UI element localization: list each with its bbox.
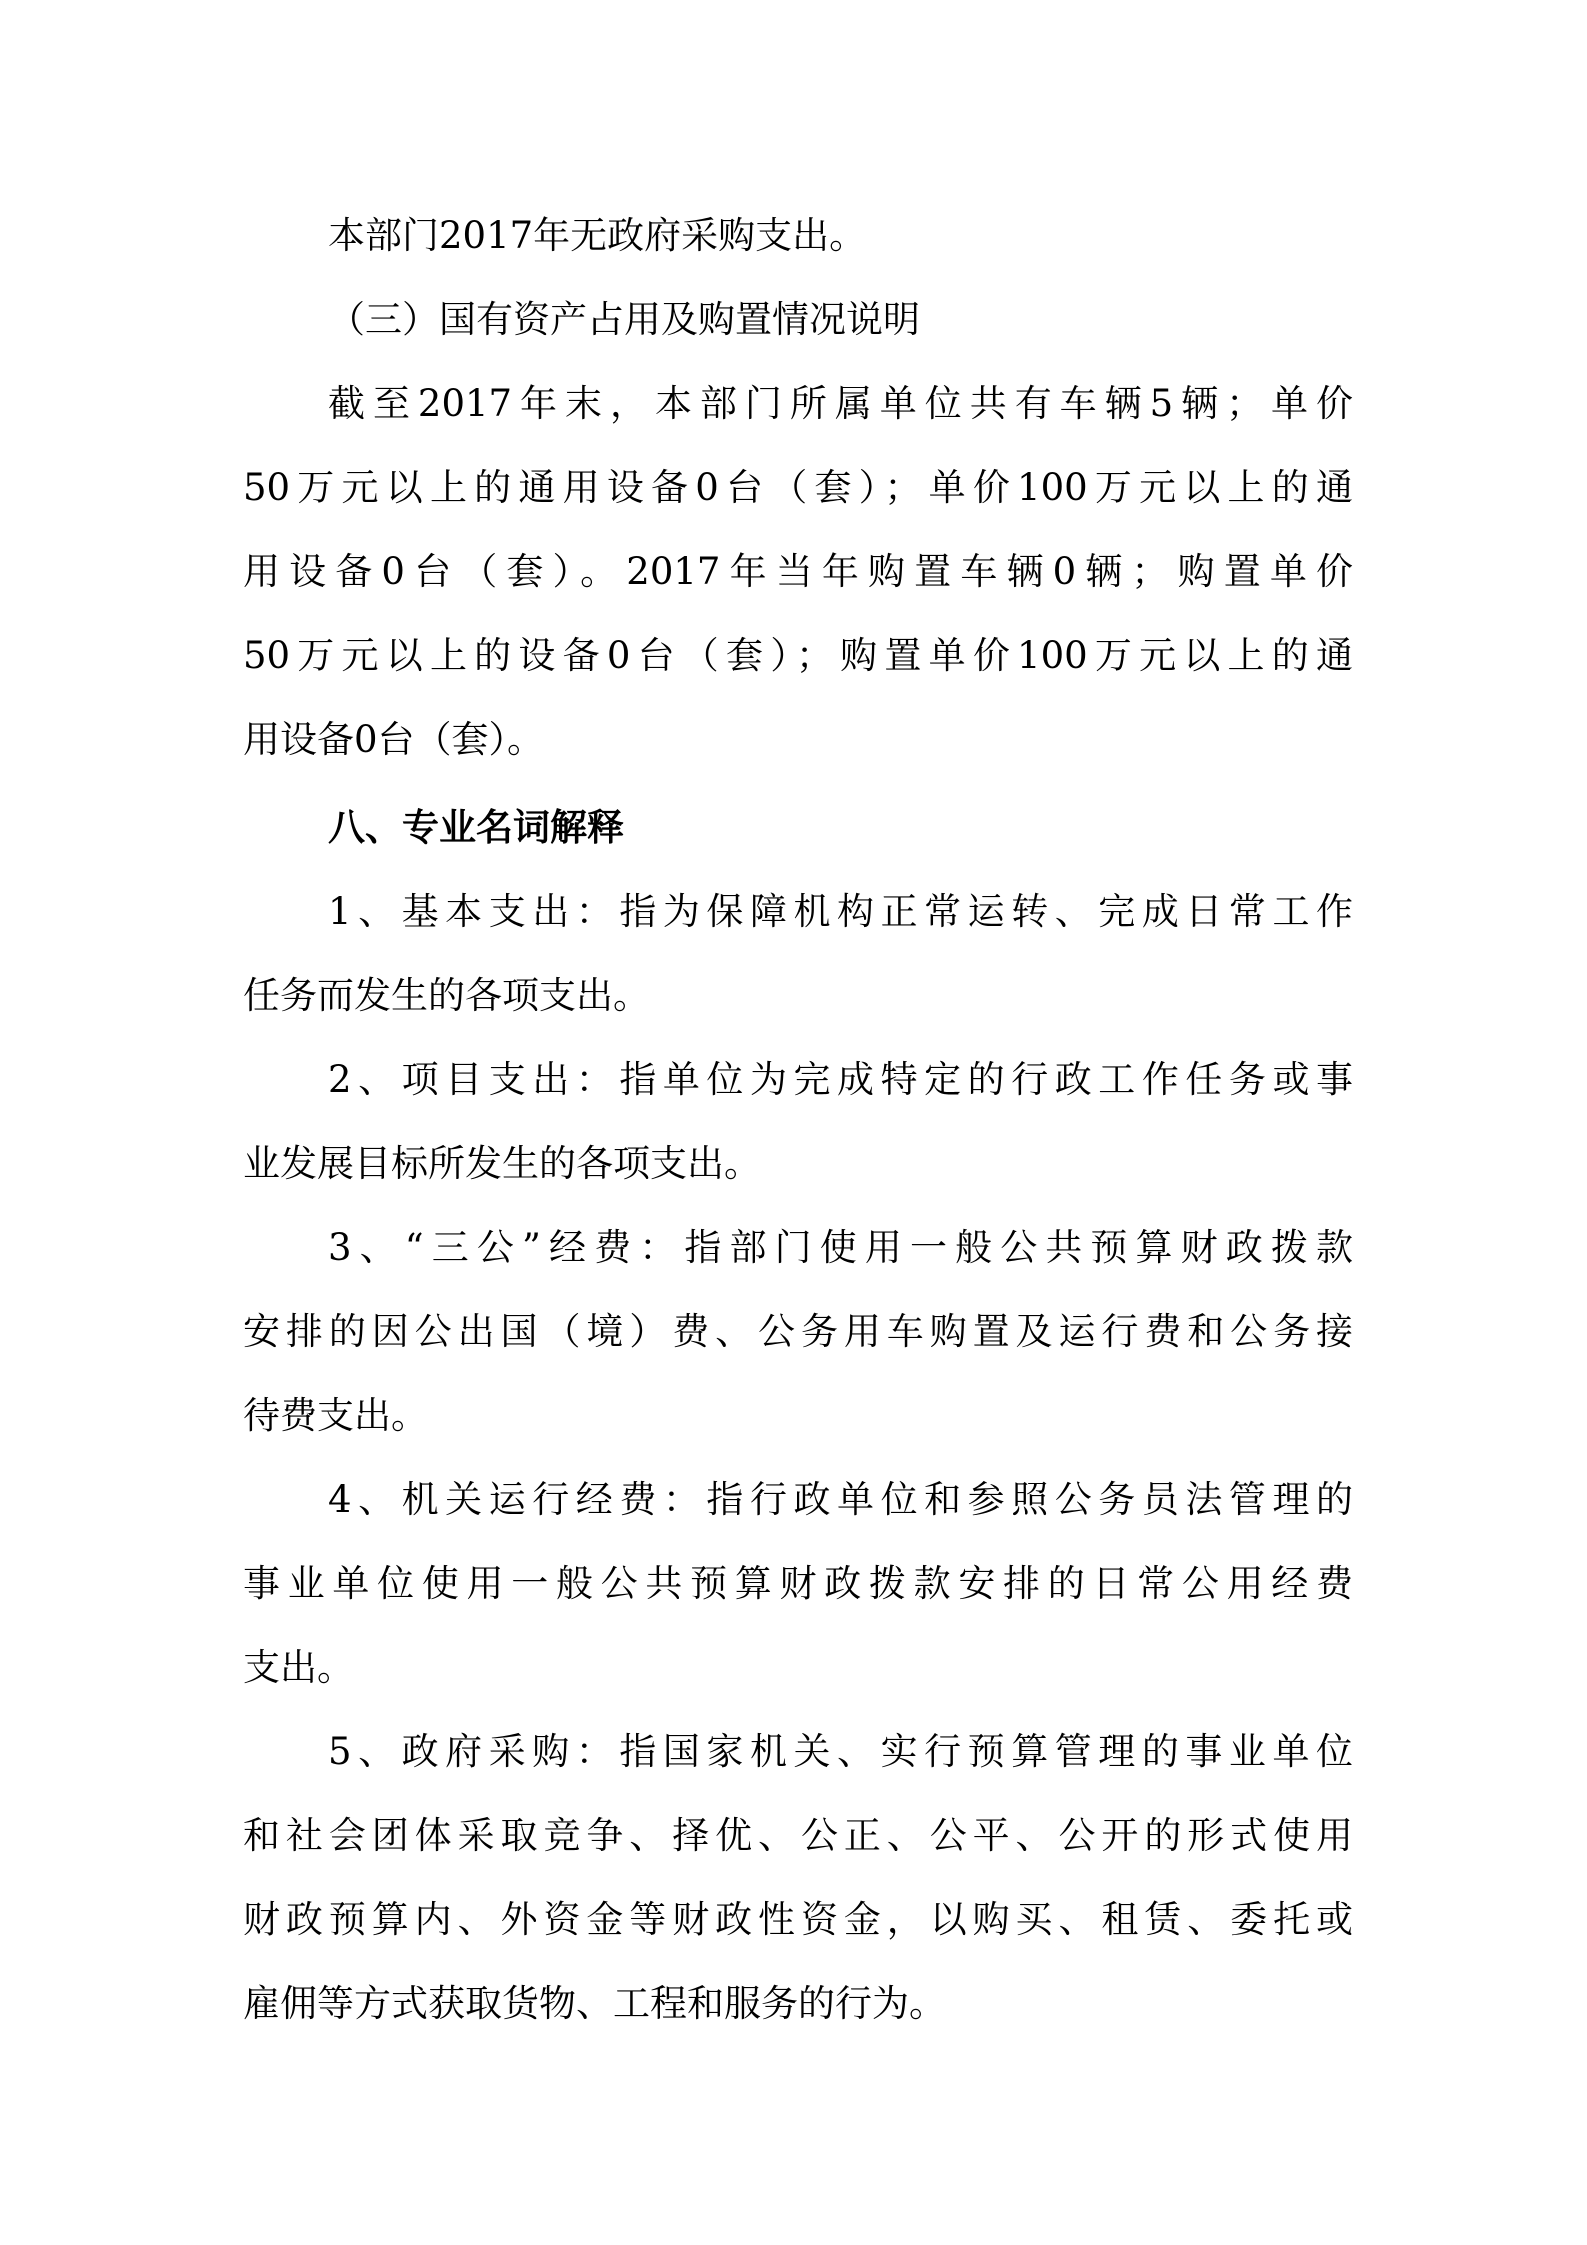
term-operating-funds: 事业单位使用一般公共预算财政拨款安排的日常公用经费: [243, 1562, 1353, 1605]
paragraph-assets-line: 50万元以上的通用设备0台（套）；单价100万元以上的通: [243, 466, 1353, 509]
paragraph-assets-line: 用设备0台（套）。: [243, 718, 545, 761]
term-operating-funds: 4、机关运行经费：指行政单位和参照公务员法管理的: [328, 1478, 1353, 1521]
paragraph-procurement: 本部门2017年无政府采购支出。: [328, 214, 867, 257]
term-operating-funds: 支出。: [243, 1646, 354, 1689]
term-basic-expenditure: 任务而发生的各项支出。: [243, 974, 650, 1017]
term-three-public-expenses: 3、“三公”经费：指部门使用一般公共预算财政拨款: [328, 1226, 1353, 1269]
term-government-procurement: 5、政府采购：指国家机关、实行预算管理的事业单位: [328, 1730, 1353, 1773]
term-government-procurement: 财政预算内、外资金等财政性资金，以购买、租赁、委托或: [243, 1898, 1353, 1941]
paragraph-assets-line: 截至2017年末，本部门所属单位共有车辆5辆；单价: [328, 382, 1353, 425]
subheading-state-assets: （三）国有资产占用及购置情况说明: [328, 298, 920, 341]
term-project-expenditure: 业发展目标所发生的各项支出。: [243, 1142, 761, 1185]
term-government-procurement: 和社会团体采取竞争、择优、公正、公平、公开的形式使用: [243, 1814, 1353, 1857]
term-basic-expenditure: 1、基本支出：指为保障机构正常运转、完成日常工作: [328, 890, 1353, 933]
term-project-expenditure: 2、项目支出：指单位为完成特定的行政工作任务或事: [328, 1058, 1353, 1101]
term-government-procurement: 雇佣等方式获取货物、工程和服务的行为。: [243, 1982, 946, 2025]
term-three-public-expenses: 待费支出。: [243, 1394, 428, 1437]
term-three-public-expenses: 安排的因公出国（境）费、公务用车购置及运行费和公务接: [243, 1310, 1353, 1353]
paragraph-assets-line: 50万元以上的设备0台（套）；购置单价100万元以上的通: [243, 634, 1353, 677]
section-heading-terms: 八、专业名词解释: [328, 806, 624, 849]
paragraph-assets-line: 用设备0台（套）。2017年当年购置车辆0辆；购置单价: [243, 550, 1353, 593]
